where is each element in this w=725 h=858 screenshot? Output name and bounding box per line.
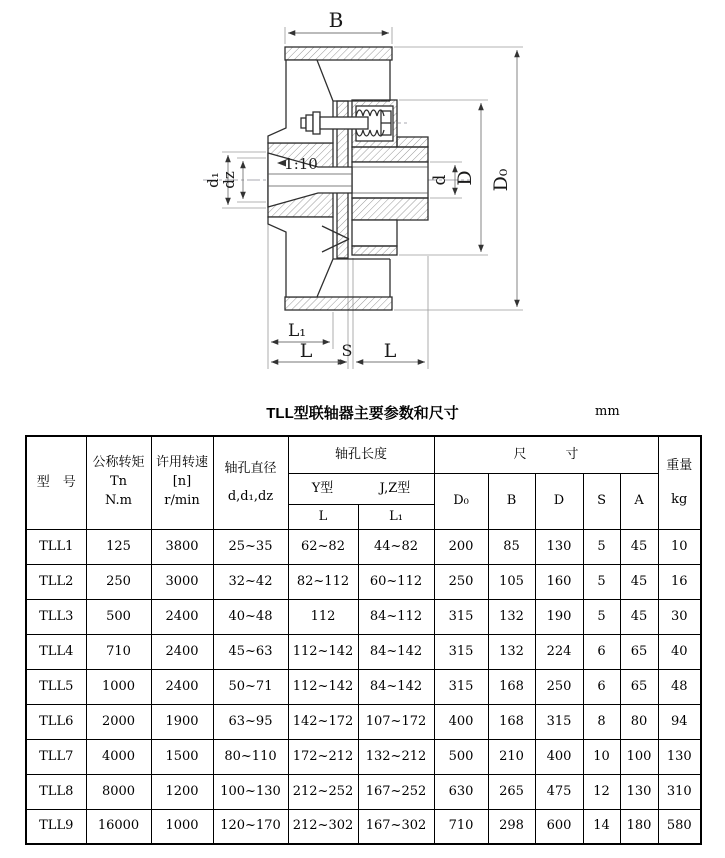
right-hub-top-wall	[352, 147, 428, 162]
value-cell: 132~212	[358, 739, 434, 774]
value-cell: 45	[620, 564, 658, 599]
model-cell: TLL3	[26, 599, 86, 634]
label-d: d	[430, 174, 450, 186]
web-bottom	[268, 217, 333, 297]
value-cell: 315	[434, 599, 488, 634]
value-cell: 5	[583, 564, 620, 599]
value-cell: 40	[658, 634, 701, 669]
coupling-drawing-svg	[0, 0, 725, 398]
web-top	[268, 60, 333, 143]
header-D0: D₀	[434, 473, 488, 529]
value-cell: 250	[86, 564, 151, 599]
value-cell: 1900	[151, 704, 213, 739]
model-cell: TLL7	[26, 739, 86, 774]
value-cell: 167~252	[358, 774, 434, 809]
value-cell: 14	[583, 809, 620, 844]
value-cell: 1000	[151, 809, 213, 844]
value-cell: 3800	[151, 529, 213, 564]
header-weight	[658, 436, 701, 529]
model-cell: TLL9	[26, 809, 86, 844]
value-cell: 45	[620, 529, 658, 564]
value-cell: 8	[583, 704, 620, 739]
value-cell: 84~142	[358, 669, 434, 704]
header-A: A	[620, 473, 658, 529]
value-cell: 212~302	[288, 809, 358, 844]
value-cell: 265	[488, 774, 535, 809]
header-jz-type: J,Z型	[379, 480, 411, 496]
table-row	[26, 739, 701, 774]
value-cell: 80~110	[213, 739, 288, 774]
value-cell: 315	[535, 704, 583, 739]
value-cell: 112~142	[288, 669, 358, 704]
right-hub-bottom-wall	[352, 198, 428, 220]
value-cell: 160	[535, 564, 583, 599]
value-cell: 44~82	[358, 529, 434, 564]
header-L1: L₁	[358, 504, 434, 529]
value-cell: 2400	[151, 669, 213, 704]
value-cell: 50~71	[213, 669, 288, 704]
value-cell: 310	[658, 774, 701, 809]
value-cell: 180	[620, 809, 658, 844]
value-cell: 5	[583, 529, 620, 564]
value-cell: 168	[488, 669, 535, 704]
value-cell: 130	[620, 774, 658, 809]
value-cell: 1200	[151, 774, 213, 809]
value-cell: 10	[658, 529, 701, 564]
header-speed-line2: [n]	[172, 474, 192, 490]
label-dz: dz	[220, 171, 238, 189]
header-speed-line1: 许用转速	[155, 455, 208, 471]
right-hub-extension	[352, 220, 397, 246]
value-cell: 224	[535, 634, 583, 669]
value-cell: 132	[488, 599, 535, 634]
unit-label: mm	[595, 404, 620, 419]
value-cell: 142~172	[288, 704, 358, 739]
value-cell: 250	[434, 564, 488, 599]
right-hub-bore	[352, 162, 428, 198]
value-cell: 1000	[86, 669, 151, 704]
value-cell: 212~252	[288, 774, 358, 809]
value-cell: 172~212	[288, 739, 358, 774]
value-cell: 168	[488, 704, 535, 739]
value-cell: 500	[434, 739, 488, 774]
value-cell: 400	[535, 739, 583, 774]
label-L1: L₁	[287, 321, 307, 341]
label-D0: D₀	[490, 168, 512, 192]
value-cell: 5	[583, 599, 620, 634]
value-cell: 40~48	[213, 599, 288, 634]
model-cell: TLL6	[26, 704, 86, 739]
value-cell: 3000	[151, 564, 213, 599]
table-row	[26, 564, 701, 599]
value-cell: 500	[86, 599, 151, 634]
header-bore-line1: 轴孔直径	[224, 460, 277, 476]
value-cell: 63~95	[213, 704, 288, 739]
table-row	[26, 599, 701, 634]
value-cell: 112~142	[288, 634, 358, 669]
value-cell: 8000	[86, 774, 151, 809]
header-torque-line1: 公称转矩	[92, 455, 145, 471]
value-cell: 85	[488, 529, 535, 564]
header-weight-line2: kg	[671, 491, 688, 507]
value-cell: 10	[583, 739, 620, 774]
value-cell: 82~112	[288, 564, 358, 599]
value-cell: 45~63	[213, 634, 288, 669]
value-cell: 94	[658, 704, 701, 739]
value-cell: 475	[535, 774, 583, 809]
left-rim-bottom	[285, 297, 392, 310]
label-B: B	[328, 8, 344, 32]
value-cell: 710	[86, 634, 151, 669]
header-B: B	[488, 473, 535, 529]
header-dimensions: 尺 寸	[434, 436, 658, 473]
header-torque-line3: N.m	[104, 493, 132, 509]
label-L-right: L	[383, 340, 397, 362]
value-cell: 45	[620, 599, 658, 634]
value-cell: 65	[620, 669, 658, 704]
value-cell: 130	[658, 739, 701, 774]
value-cell: 120~170	[213, 809, 288, 844]
header-bore-line2: d,d₁,dz	[227, 488, 274, 504]
table-row	[26, 774, 701, 809]
table-row	[26, 809, 701, 844]
header-D: D	[535, 473, 583, 529]
pin-shaft	[320, 117, 368, 129]
value-cell: 32~42	[213, 564, 288, 599]
value-cell: 2400	[151, 634, 213, 669]
value-cell: 315	[434, 669, 488, 704]
value-cell: 84~142	[358, 634, 434, 669]
table-row	[26, 704, 701, 739]
value-cell: 580	[658, 809, 701, 844]
parameter-table	[25, 435, 702, 845]
value-cell: 30	[658, 599, 701, 634]
label-D: D	[454, 170, 476, 186]
value-cell: 4000	[86, 739, 151, 774]
value-cell: 190	[535, 599, 583, 634]
value-cell: 315	[434, 634, 488, 669]
header-L: L	[288, 504, 358, 529]
model-cell: TLL4	[26, 634, 86, 669]
value-cell: 298	[488, 809, 535, 844]
value-cell: 1500	[151, 739, 213, 774]
value-cell: 80	[620, 704, 658, 739]
value-cell: 132	[488, 634, 535, 669]
table-row	[26, 529, 701, 564]
value-cell: 6	[583, 669, 620, 704]
value-cell: 112	[288, 599, 358, 634]
left-rim-top	[285, 47, 392, 60]
value-cell: 100	[620, 739, 658, 774]
value-cell: 62~82	[288, 529, 358, 564]
value-cell: 48	[658, 669, 701, 704]
right-hub-bottom-band	[352, 246, 397, 255]
table-title: TLL型联轴器主要参数和尺寸	[266, 405, 459, 422]
value-cell: 16	[658, 564, 701, 599]
value-cell: 105	[488, 564, 535, 599]
table-row	[26, 634, 701, 669]
header-bore-length: 轴孔长度	[288, 436, 434, 473]
value-cell: 2000	[86, 704, 151, 739]
bolt-head	[301, 118, 306, 128]
header-model: 型 号	[26, 436, 86, 529]
value-cell: 65	[620, 634, 658, 669]
model-cell: TLL8	[26, 774, 86, 809]
value-cell: 210	[488, 739, 535, 774]
value-cell: 710	[434, 809, 488, 844]
header-speed	[151, 436, 213, 529]
header-torque-line2: Tn	[109, 474, 128, 490]
header-y-type: Y型	[311, 480, 334, 496]
label-L-left: L	[299, 340, 313, 362]
header-bore-diameter	[213, 436, 288, 529]
value-cell: 6	[583, 634, 620, 669]
label-taper: 1:10	[284, 155, 318, 173]
header-S: S	[583, 473, 620, 529]
header-weight-line1: 重量	[666, 457, 693, 473]
value-cell: 250	[535, 669, 583, 704]
value-cell: 125	[86, 529, 151, 564]
value-cell: 25~35	[213, 529, 288, 564]
value-cell: 100~130	[213, 774, 288, 809]
value-cell: 84~112	[358, 599, 434, 634]
model-cell: TLL1	[26, 529, 86, 564]
value-cell: 167~302	[358, 809, 434, 844]
table-row	[26, 669, 701, 704]
header-shaft-types	[288, 473, 434, 504]
value-cell: 630	[434, 774, 488, 809]
coupling-section-drawing	[0, 0, 725, 398]
table-header	[26, 436, 701, 529]
value-cell: 107~172	[358, 704, 434, 739]
value-cell: 2400	[151, 599, 213, 634]
value-cell: 200	[434, 529, 488, 564]
value-cell: 16000	[86, 809, 151, 844]
value-cell: 12	[583, 774, 620, 809]
value-cell: 600	[535, 809, 583, 844]
label-S: S	[341, 341, 353, 360]
label-d1: d₁	[204, 172, 222, 188]
right-hub-step	[397, 137, 428, 147]
value-cell: 60~112	[358, 564, 434, 599]
value-cell: 130	[535, 529, 583, 564]
header-speed-line3: r/min	[164, 493, 200, 509]
model-cell: TLL2	[26, 564, 86, 599]
header-torque	[86, 436, 151, 529]
table-body	[26, 529, 701, 844]
value-cell: 400	[434, 704, 488, 739]
model-cell: TLL5	[26, 669, 86, 704]
